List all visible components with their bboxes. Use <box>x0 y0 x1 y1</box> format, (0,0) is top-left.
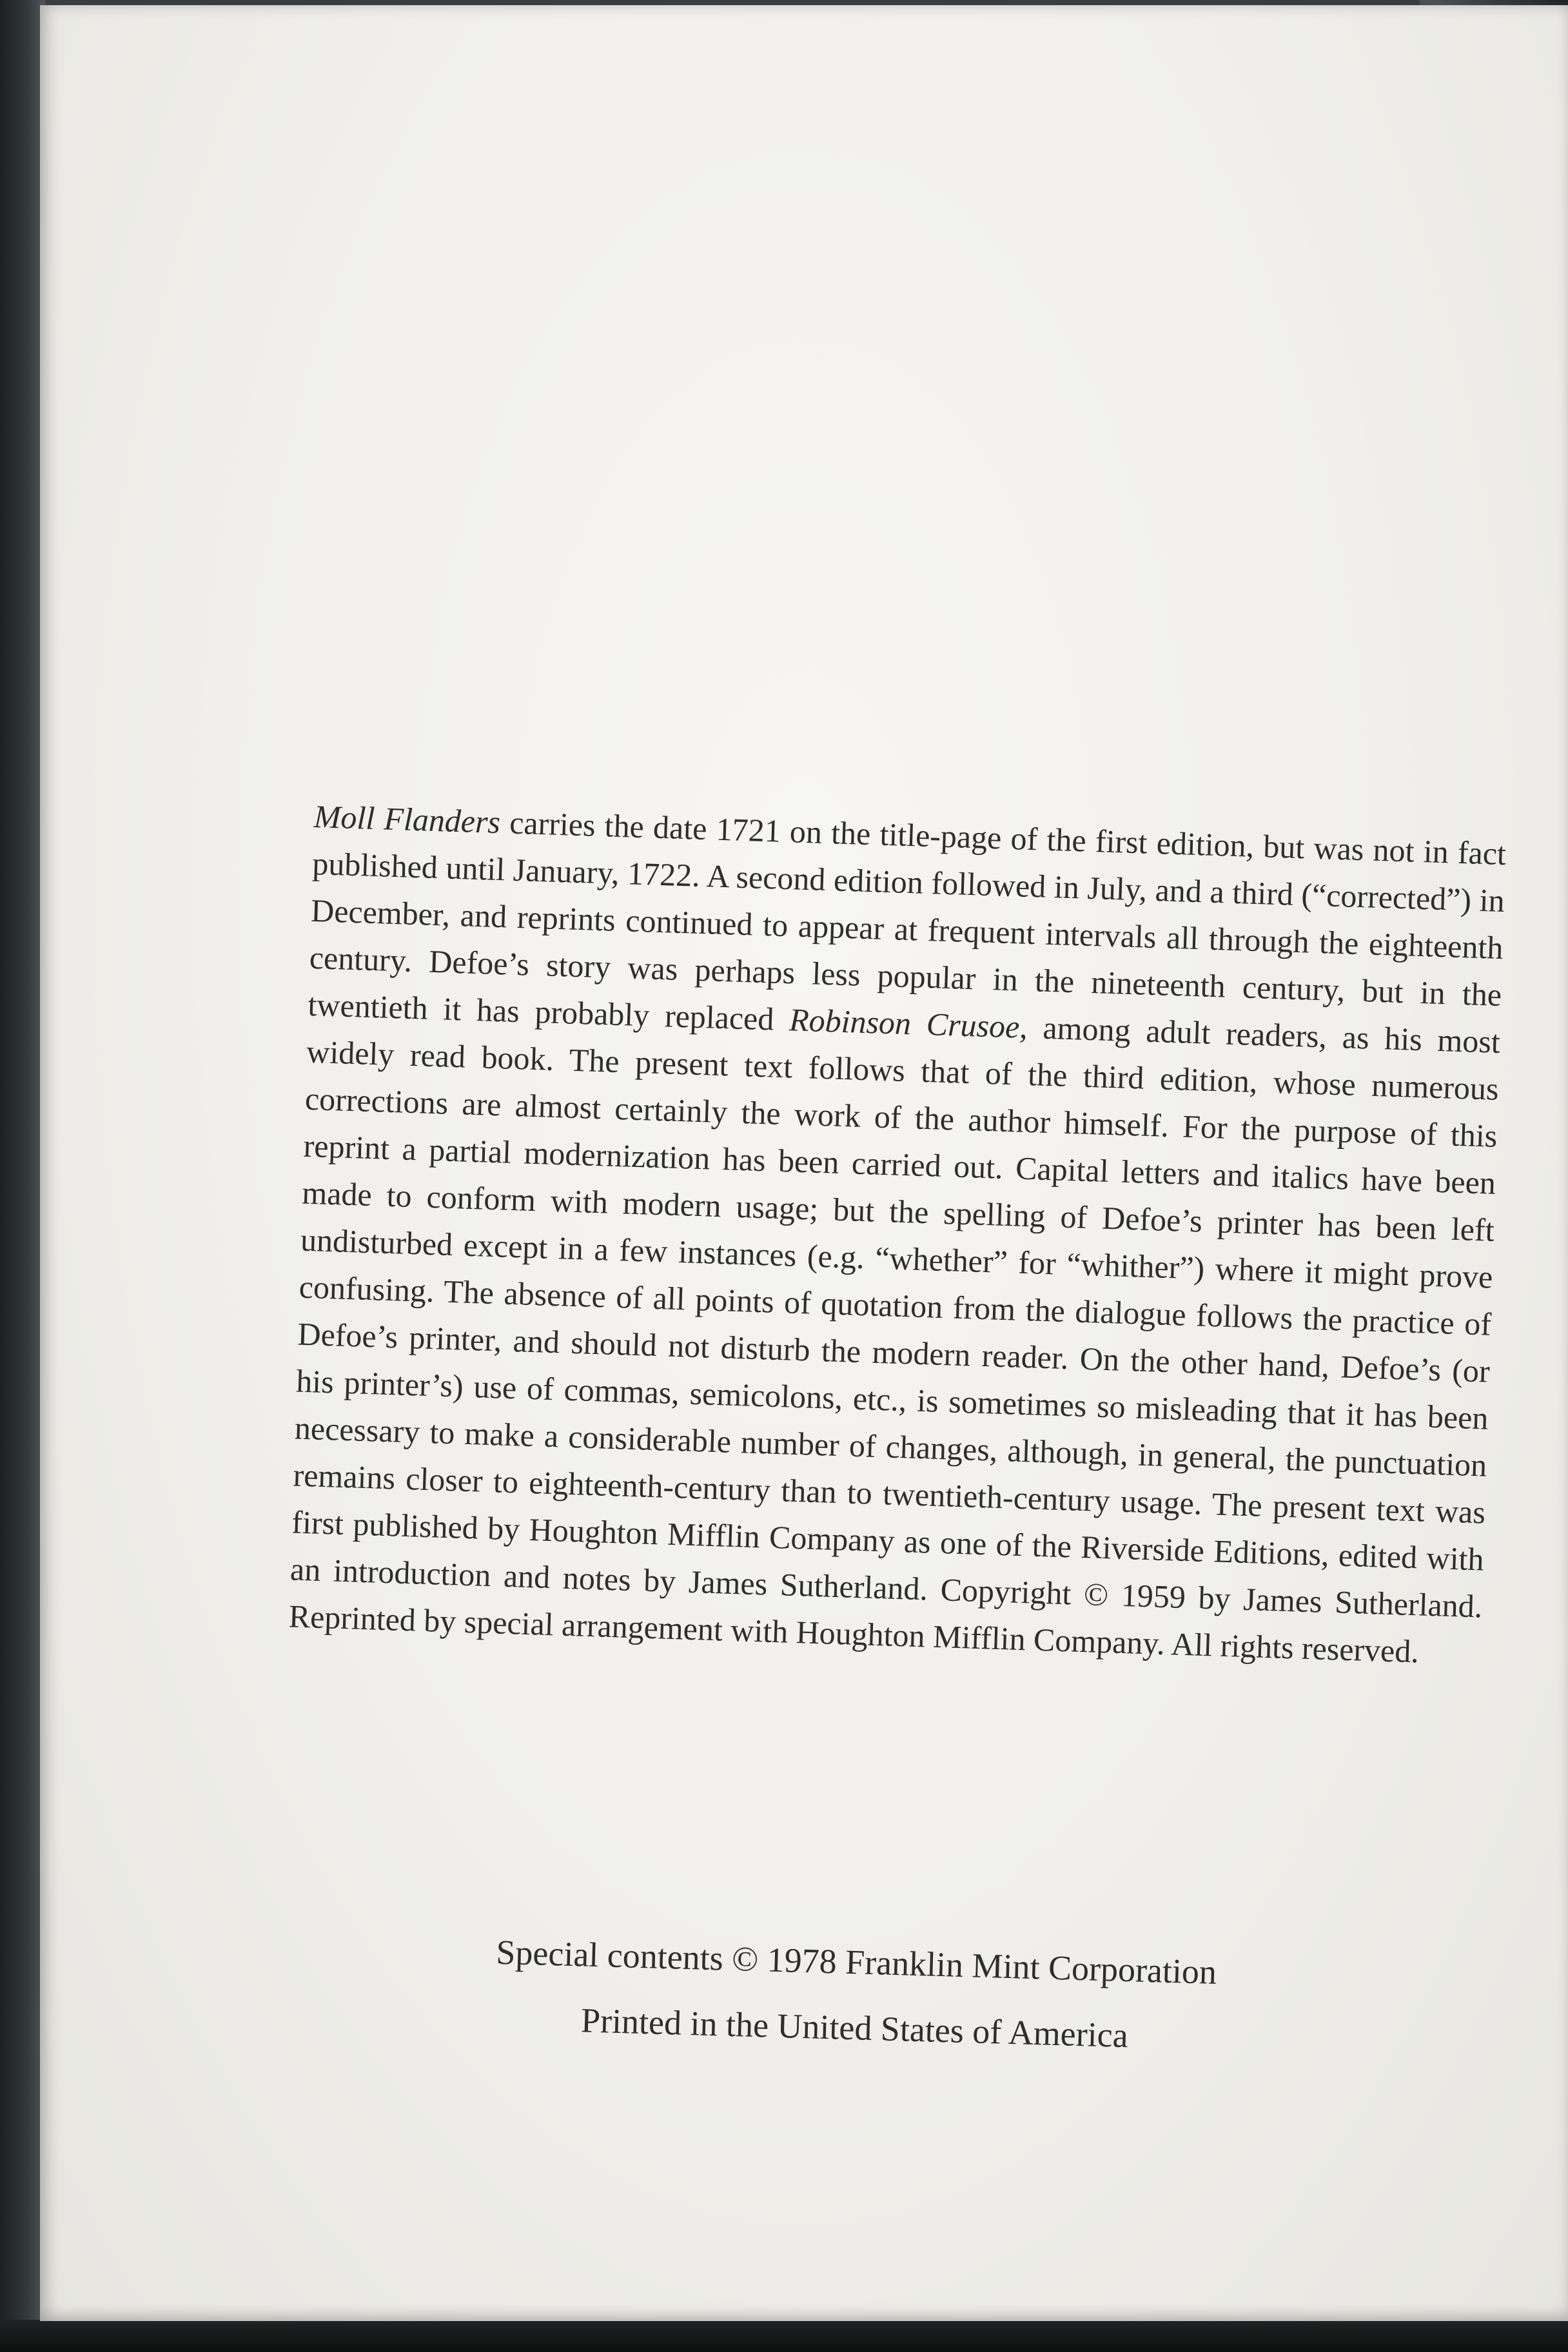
show-through-text <box>716 442 1556 567</box>
book-bottom-edge <box>0 2320 1568 2352</box>
book-title-italic: Moll Flanders <box>313 798 501 841</box>
printed-in-line: Printed in the United States of America <box>580 2001 1129 2055</box>
copyright-paragraph <box>288 793 1507 1677</box>
edition-note <box>288 793 1507 1677</box>
robinson-crusoe-italic: Robinson Crusoe, <box>789 1001 1028 1045</box>
paragraph-text-part-1: carries the date 1721 on the title-page of the first edition, but was not in fact published until January, 1722. A second edition followed in July, and a third (“corrected”) in December, and reprints continued to appear at frequent intervals all through the eighteenth century. Defoe’s story was perhaps less popular in the nineteenth century, but in the twentieth it has probably replaced <box>307 804 1507 1038</box>
paragraph-text-part-2: among adult readers, as his most widely read book. The present text follows that of the third edition, whose numerous corrections are almost certainly the work of the author himself. For the purpose of this reprint a partial modernization has been carried out. Capital letters and italics have been made to conform with modern usage; but the spelling of Defoe’s printer has been left undisturbed except in a few instances (e.g. “whether” for “whither”) where it might prove confusing. The absence of all points of quotation from the dialogue follows the practice of Defoe’s printer, and should not disturb the modern reader. On the other hand, Defoe’s (or his printer’s) use of commas, semicolons, etc., is sometimes so misleading that it has been necessary to make a considerable number of changes, although, in general, the punctuation remains closer to eighteenth-century than to twentieth-century usage. The present text was first published by Houghton Mifflin Company as one of the Riverside Editions, edited with an introduction and notes by James Sutherland. Copyright © 1959 by James Sutherland. Reprinted by special arrangement with Houghton Mifflin Company. All rights reserved. <box>288 1008 1501 1670</box>
book-cover-left-edge <box>0 0 45 2352</box>
special-contents-line: Special contents © 1978 Franklin Mint Corporation <box>495 1932 1217 1992</box>
